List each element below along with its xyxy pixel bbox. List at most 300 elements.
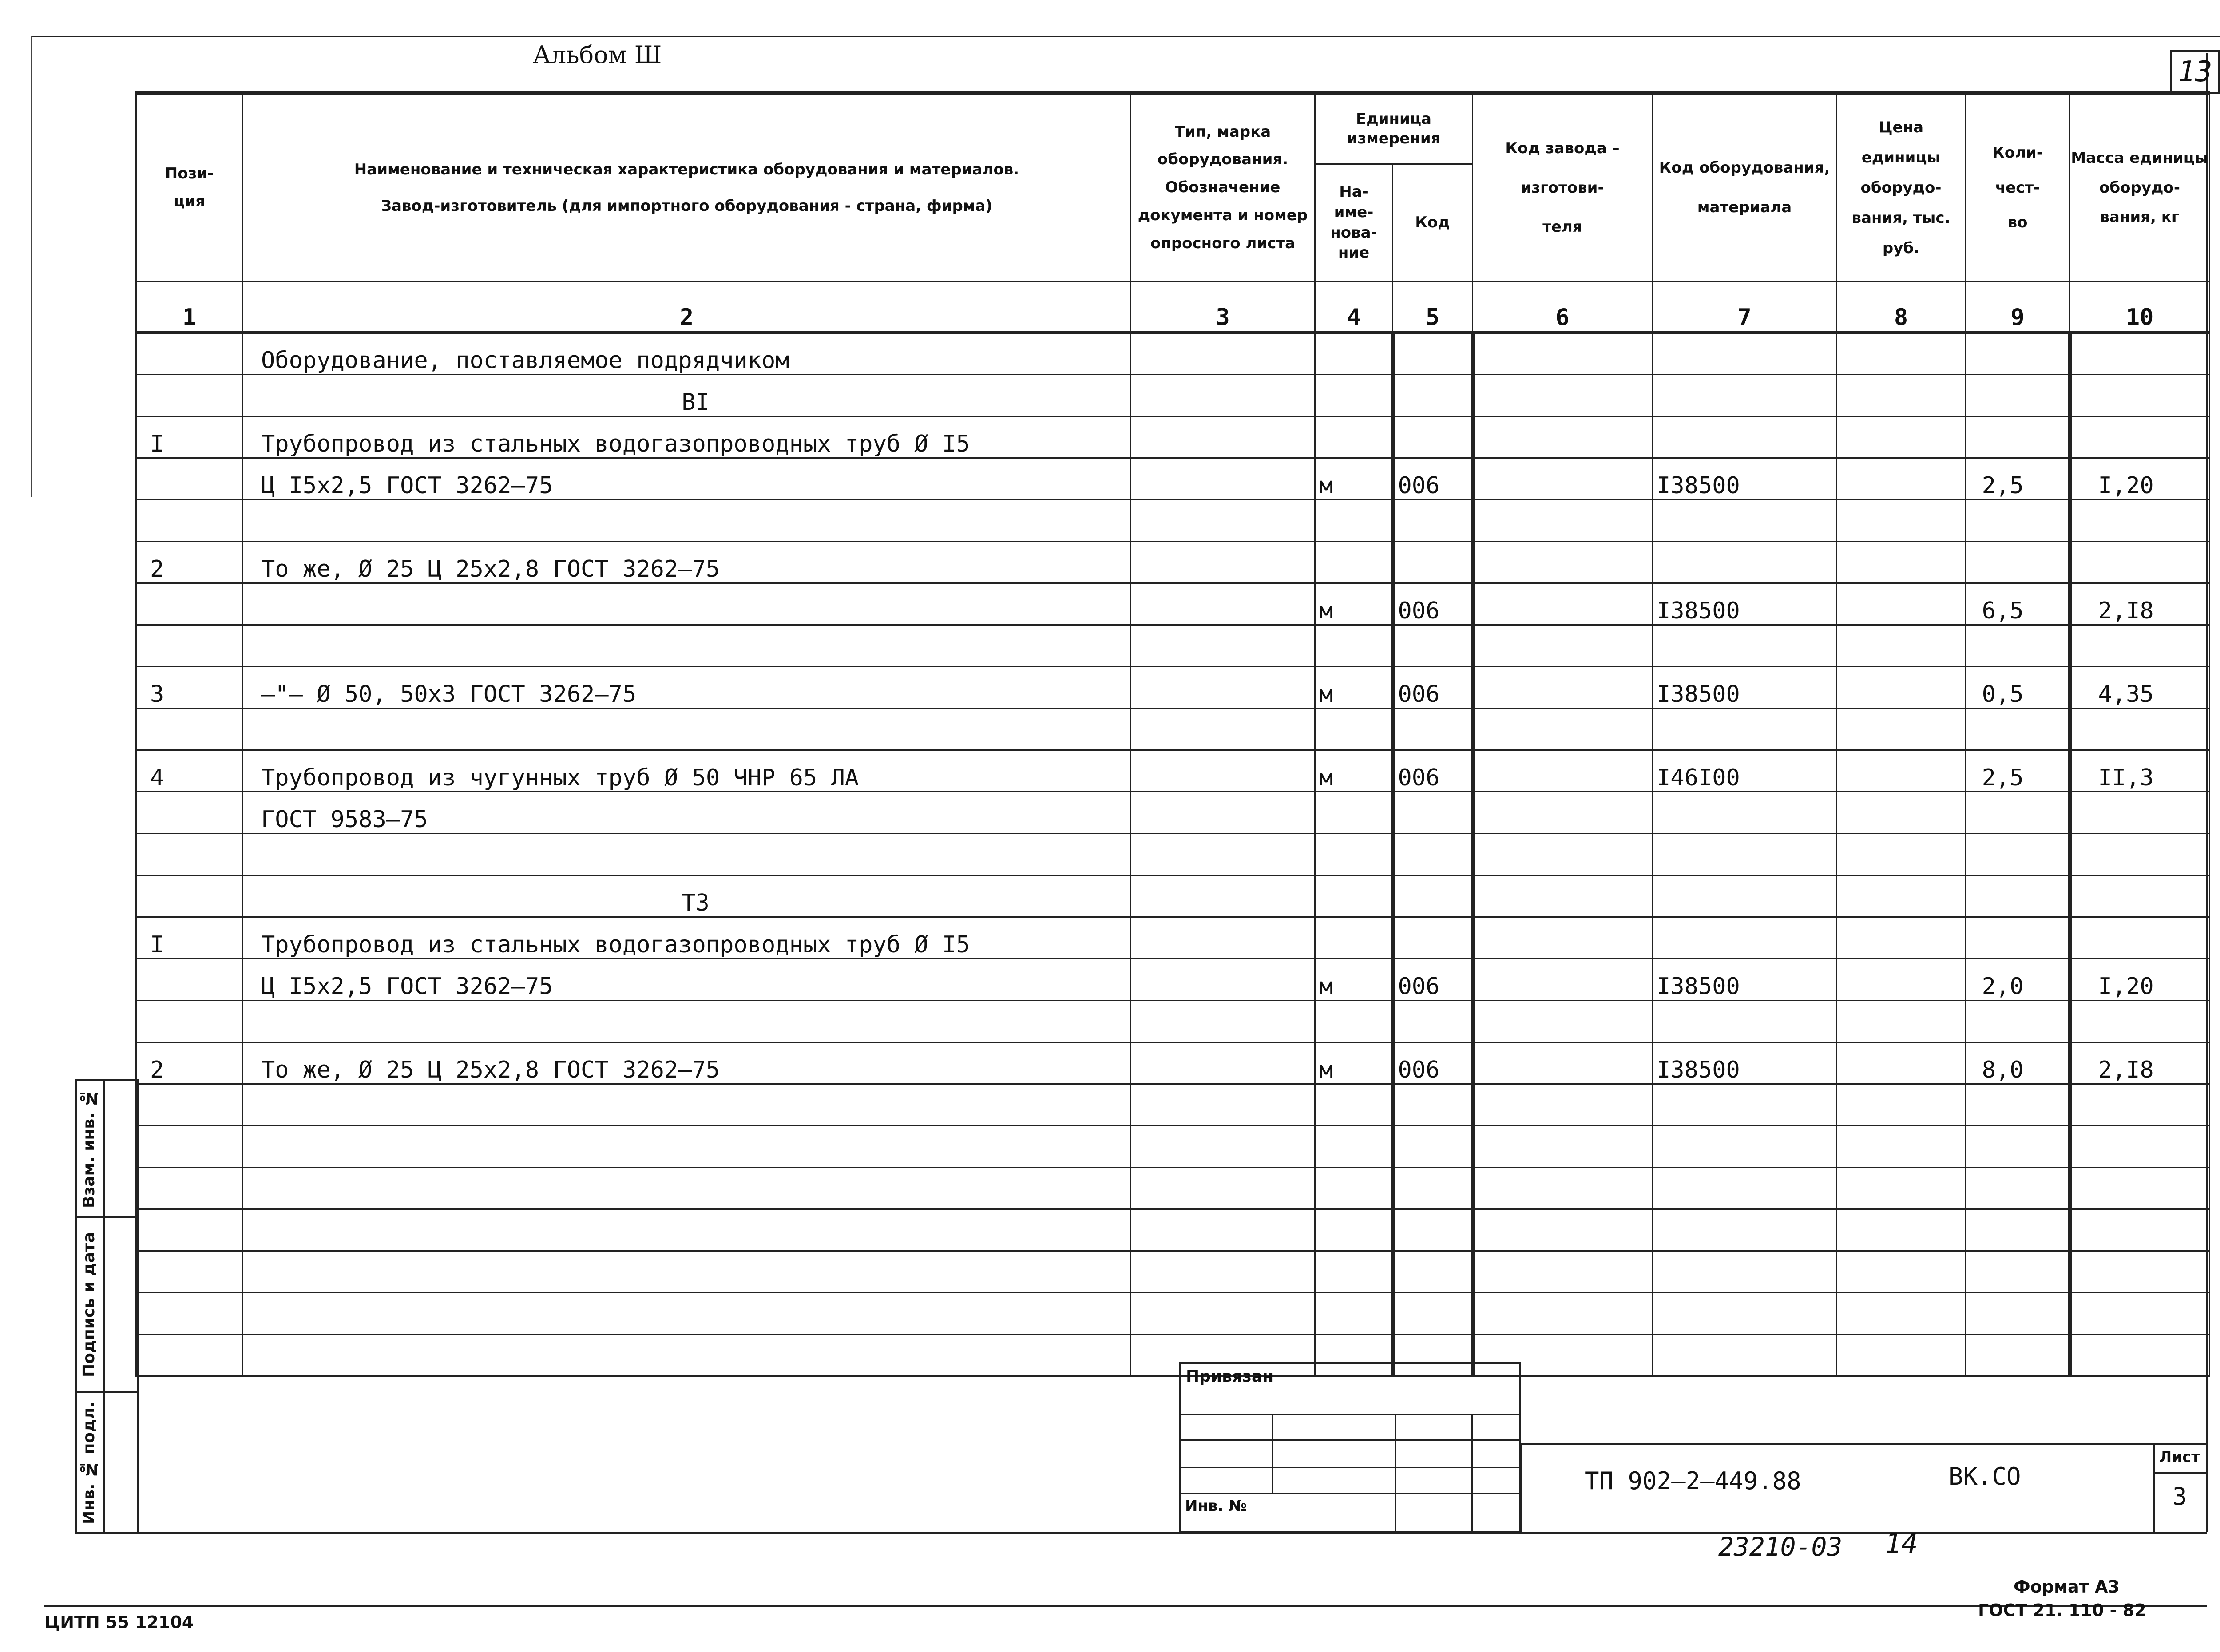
price-cell [1837, 1125, 1966, 1167]
table-row [136, 917, 2210, 959]
mass-cell [2070, 541, 2210, 583]
unit-cell [1315, 875, 1393, 917]
list-box-divider [2155, 1472, 2208, 1474]
frame-top-line [31, 36, 2220, 37]
factory-code-cell [1473, 1167, 1653, 1209]
price-cell [1837, 750, 1966, 792]
material-code-cell: I46I00 [1653, 750, 1837, 792]
unit-cell: м [1315, 959, 1393, 1000]
quantity-cell [1966, 708, 2070, 750]
mass-cell [2070, 1125, 2210, 1167]
quantity-cell [1966, 875, 2070, 917]
type-cell [1131, 1209, 1315, 1251]
position-cell [136, 1334, 243, 1376]
price-cell [1837, 708, 1966, 750]
factory-code-cell [1473, 374, 1653, 416]
unit-cell [1315, 1209, 1393, 1251]
table-row [136, 1000, 2210, 1042]
factory-code-cell [1473, 875, 1653, 917]
header-price: Цена единицы оборудо- вания, тыс. руб. [1837, 93, 1966, 281]
material-code-cell [1653, 1000, 1837, 1042]
material-code-cell [1653, 1334, 1837, 1376]
colnum-10: 10 [2070, 281, 2210, 333]
colnum-5: 5 [1393, 281, 1473, 333]
type-cell [1131, 875, 1315, 917]
colnum-9: 9 [1966, 281, 2070, 333]
header-name: Наименование и техническая характеристика оборудования и материалов. Завод-изготовитель (для импортного оборудования - страна, фирма) [243, 93, 1131, 281]
price-cell [1837, 1251, 1966, 1292]
unit-code-cell [1393, 625, 1473, 666]
colnum-1: 1 [136, 281, 243, 333]
material-code-cell: I38500 [1653, 1042, 1837, 1084]
mass-cell: I,20 [2070, 959, 2210, 1000]
factory-code-cell [1473, 959, 1653, 1000]
factory-code-cell [1473, 792, 1653, 833]
name-cell [243, 1251, 1131, 1292]
factory-code-cell [1473, 666, 1653, 708]
unit-cell [1315, 499, 1393, 541]
quantity-cell [1966, 1292, 2070, 1334]
name-cell: Трубопровод из стальных водогазопроводных труб Ø I5 [243, 917, 1131, 959]
table-row [136, 792, 2210, 833]
unit-code-cell [1393, 1167, 1473, 1209]
price-cell [1837, 833, 1966, 875]
colnum-4: 4 [1315, 281, 1393, 333]
price-cell [1837, 374, 1966, 416]
material-code-cell [1653, 374, 1837, 416]
price-cell [1837, 1042, 1966, 1084]
type-cell [1131, 625, 1315, 666]
type-cell [1131, 416, 1315, 458]
handwritten-page: 14 [1885, 1527, 1918, 1560]
material-code-cell [1653, 541, 1837, 583]
unit-code-cell [1393, 416, 1473, 458]
position-cell [136, 374, 243, 416]
factory-code-cell [1473, 1209, 1653, 1251]
header-position: Пози- ция [136, 93, 243, 281]
table-row [136, 1042, 2210, 1084]
unit-code-cell: 006 [1393, 458, 1473, 499]
mass-cell [2070, 1084, 2210, 1125]
quantity-cell [1966, 1125, 2070, 1167]
mass-cell: I,20 [2070, 458, 2210, 499]
header-quantity: Коли- чест- во [1966, 93, 2070, 281]
mass-cell [2070, 1251, 2210, 1292]
name-cell [243, 1209, 1131, 1251]
inv-no-label: Инв. № [1185, 1497, 1247, 1515]
name-cell [243, 583, 1131, 625]
factory-code-cell [1473, 583, 1653, 625]
factory-code-cell [1473, 1292, 1653, 1334]
material-code-cell [1653, 792, 1837, 833]
colnum-7: 7 [1653, 281, 1837, 333]
material-code-cell [1653, 1209, 1837, 1251]
unit-code-cell: 006 [1393, 1042, 1473, 1084]
type-cell [1131, 333, 1315, 374]
mass-cell [2070, 625, 2210, 666]
unit-cell [1315, 625, 1393, 666]
position-cell [136, 625, 243, 666]
unit-cell [1315, 1084, 1393, 1125]
handwritten-code: 23210-03 [1718, 1532, 1843, 1562]
header-unit-code: Код [1393, 164, 1473, 281]
mass-cell [2070, 708, 2210, 750]
factory-code-cell [1473, 708, 1653, 750]
privyazan-label: Привязан [1186, 1367, 1274, 1386]
unit-cell [1315, 1251, 1393, 1292]
material-code-cell [1653, 1084, 1837, 1125]
list-label: Лист [2159, 1448, 2200, 1466]
price-cell [1837, 792, 1966, 833]
unit-cell: м [1315, 583, 1393, 625]
mass-cell: 2,I8 [2070, 1042, 2210, 1084]
table-row [136, 875, 2210, 917]
unit-code-cell [1393, 833, 1473, 875]
factory-code-cell [1473, 499, 1653, 541]
price-cell [1837, 583, 1966, 625]
privyazan-v3 [1471, 1414, 1473, 1531]
unit-code-cell [1393, 1084, 1473, 1125]
unit-cell [1315, 917, 1393, 959]
price-cell [1837, 541, 1966, 583]
table-row [136, 708, 2210, 750]
factory-code-cell [1473, 1125, 1653, 1167]
material-code-cell [1653, 1125, 1837, 1167]
citp-label: ЦИТП 55 12104 [44, 1612, 194, 1632]
name-cell [243, 1167, 1131, 1209]
side-vzam-label: Взам. инв. № [80, 1089, 98, 1208]
quantity-cell [1966, 833, 2070, 875]
name-cell [243, 708, 1131, 750]
sheet-corner-number-text: 13 [2178, 55, 2212, 88]
type-cell [1131, 959, 1315, 1000]
material-code-cell [1653, 1251, 1837, 1292]
header-unit: Единица измерения [1315, 93, 1473, 164]
table-row [136, 750, 2210, 792]
main-stamp [1521, 1443, 2207, 1533]
quantity-cell: 6,5 [1966, 583, 2070, 625]
mass-cell [2070, 833, 2210, 875]
quantity-cell: 2,0 [1966, 959, 2070, 1000]
frame-bottom-line [44, 1605, 2207, 1607]
position-cell: 2 [136, 1042, 243, 1084]
type-cell [1131, 1000, 1315, 1042]
unit-code-cell [1393, 875, 1473, 917]
position-cell: I [136, 917, 243, 959]
price-cell [1837, 1000, 1966, 1042]
material-code-cell [1653, 625, 1837, 666]
mass-cell [2070, 333, 2210, 374]
type-cell [1131, 750, 1315, 792]
price-cell [1837, 499, 1966, 541]
mass-cell [2070, 1292, 2210, 1334]
name-cell [243, 625, 1131, 666]
table-row [136, 1251, 2210, 1292]
position-cell [136, 833, 243, 875]
table-row [136, 333, 2210, 374]
price-cell [1837, 959, 1966, 1000]
price-cell [1837, 875, 1966, 917]
mass-cell: 4,35 [2070, 666, 2210, 708]
unit-code-cell: 006 [1393, 583, 1473, 625]
position-cell [136, 792, 243, 833]
position-cell: 3 [136, 666, 243, 708]
price-cell [1837, 1209, 1966, 1251]
price-cell [1837, 917, 1966, 959]
position-cell [136, 875, 243, 917]
mass-cell [2070, 416, 2210, 458]
privyazan-h4 [1181, 1493, 1519, 1494]
type-cell [1131, 1292, 1315, 1334]
price-cell [1837, 625, 1966, 666]
name-cell [243, 1000, 1131, 1042]
price-cell [1837, 1167, 1966, 1209]
name-cell: –"– Ø 50, 50x3 ГОСТ 3262–75 [243, 666, 1131, 708]
quantity-cell [1966, 1334, 2070, 1376]
format-label: Формат А3 [2014, 1577, 2120, 1597]
table-row [136, 833, 2210, 875]
position-cell [136, 1209, 243, 1251]
mass-cell [2070, 875, 2210, 917]
quantity-cell [1966, 625, 2070, 666]
sheet-corner-number [2170, 50, 2220, 94]
unit-cell [1315, 333, 1393, 374]
material-code-cell: I38500 [1653, 458, 1837, 499]
type-cell [1131, 1125, 1315, 1167]
name-cell: BI [243, 374, 1131, 416]
mass-cell [2070, 1000, 2210, 1042]
material-code-cell [1653, 708, 1837, 750]
side-strip [75, 1079, 139, 1534]
position-cell [136, 333, 243, 374]
quantity-cell [1966, 917, 2070, 959]
unit-code-cell [1393, 1251, 1473, 1292]
type-cell [1131, 1042, 1315, 1084]
price-cell [1837, 416, 1966, 458]
factory-code-cell [1473, 416, 1653, 458]
unit-code-cell [1393, 1292, 1473, 1334]
unit-code-cell [1393, 792, 1473, 833]
unit-cell: м [1315, 666, 1393, 708]
factory-code-cell [1473, 625, 1653, 666]
price-cell [1837, 1292, 1966, 1334]
quantity-cell [1966, 499, 2070, 541]
material-code-cell [1653, 416, 1837, 458]
mass-cell [2070, 499, 2210, 541]
header-material-code: Код оборудования, материала [1653, 93, 1837, 281]
unit-cell [1315, 1292, 1393, 1334]
mass-cell [2070, 1334, 2210, 1376]
type-cell [1131, 1167, 1315, 1209]
name-cell [243, 1292, 1131, 1334]
name-cell [243, 1084, 1131, 1125]
position-cell [136, 1167, 243, 1209]
table-row [136, 1334, 2210, 1376]
quantity-cell [1966, 374, 2070, 416]
privyazan-v2 [1395, 1414, 1396, 1531]
type-cell [1131, 792, 1315, 833]
type-cell [1131, 583, 1315, 625]
unit-cell: м [1315, 1042, 1393, 1084]
privyazan-h3 [1181, 1467, 1519, 1468]
quantity-cell: 0,5 [1966, 666, 2070, 708]
name-cell: Трубопровод из чугунных труб Ø 50 ЧНР 65 ЛА [243, 750, 1131, 792]
quantity-cell: 2,5 [1966, 750, 2070, 792]
name-cell: Трубопровод из стальных водогазопроводных труб Ø I5 [243, 416, 1131, 458]
unit-code-cell [1393, 541, 1473, 583]
type-cell [1131, 708, 1315, 750]
name-cell: Оборудование, поставляемое подрядчиком [243, 333, 1131, 374]
name-cell: Ц I5x2,5 ГОСТ 3262–75 [243, 458, 1131, 499]
table-row [136, 499, 2210, 541]
table-row [136, 625, 2210, 666]
side-strip-h2 [77, 1391, 137, 1393]
quantity-cell [1966, 333, 2070, 374]
side-strip-divider [103, 1081, 105, 1532]
position-cell [136, 1000, 243, 1042]
table-row [136, 1209, 2210, 1251]
material-code-cell [1653, 917, 1837, 959]
table-row [136, 666, 2210, 708]
specification-table [135, 91, 2210, 1377]
mass-cell [2070, 792, 2210, 833]
factory-code-cell [1473, 917, 1653, 959]
frame-left-line [31, 36, 32, 497]
quantity-cell [1966, 792, 2070, 833]
colnum-8: 8 [1837, 281, 1966, 333]
name-cell: ГОСТ 9583–75 [243, 792, 1131, 833]
factory-code-cell [1473, 1042, 1653, 1084]
material-code-cell [1653, 1167, 1837, 1209]
price-cell [1837, 333, 1966, 374]
unit-cell: м [1315, 458, 1393, 499]
gost-label: ГОСТ 21. 110 - 82 [1978, 1600, 2146, 1620]
table-row [136, 1125, 2210, 1167]
unit-code-cell: 006 [1393, 666, 1473, 708]
name-cell: Ц I5x2,5 ГОСТ 3262–75 [243, 959, 1131, 1000]
colnum-3: 3 [1131, 281, 1315, 333]
unit-cell [1315, 833, 1393, 875]
type-cell [1131, 1084, 1315, 1125]
material-code-cell [1653, 1292, 1837, 1334]
unit-code-cell [1393, 499, 1473, 541]
unit-code-cell: 006 [1393, 959, 1473, 1000]
colnum-6: 6 [1473, 281, 1653, 333]
material-code-cell: I38500 [1653, 666, 1837, 708]
side-strip-h1 [77, 1216, 137, 1218]
unit-cell [1315, 1000, 1393, 1042]
table-row [136, 458, 2210, 499]
quantity-cell [1966, 1000, 2070, 1042]
privyazan-h1 [1181, 1414, 1519, 1415]
type-cell [1131, 374, 1315, 416]
position-cell [136, 499, 243, 541]
table-row [136, 416, 2210, 458]
mass-cell [2070, 1209, 2210, 1251]
list-box [2153, 1445, 2208, 1533]
album-label: Альбом Ш [533, 41, 662, 69]
table-row [136, 583, 2210, 625]
list-number: 3 [2172, 1482, 2187, 1510]
price-cell [1837, 458, 1966, 499]
position-cell [136, 959, 243, 1000]
material-code-cell: I38500 [1653, 959, 1837, 1000]
table-row [136, 1292, 2210, 1334]
unit-code-cell [1393, 1000, 1473, 1042]
material-code-cell [1653, 333, 1837, 374]
mass-cell: II,3 [2070, 750, 2210, 792]
unit-code-cell [1393, 1125, 1473, 1167]
privyazan-block [1179, 1362, 1521, 1533]
quantity-cell [1966, 1251, 2070, 1292]
type-cell [1131, 458, 1315, 499]
position-cell: I [136, 416, 243, 458]
factory-code-cell [1473, 458, 1653, 499]
name-cell: То же, Ø 25 Ц 25x2,8 ГОСТ 3262–75 [243, 541, 1131, 583]
factory-code-cell [1473, 750, 1653, 792]
unit-cell [1315, 1167, 1393, 1209]
factory-code-cell [1473, 1000, 1653, 1042]
unit-cell [1315, 416, 1393, 458]
price-cell [1837, 666, 1966, 708]
quantity-cell [1966, 541, 2070, 583]
material-code-cell [1653, 499, 1837, 541]
name-cell: То же, Ø 25 Ц 25x2,8 ГОСТ 3262–75 [243, 1042, 1131, 1084]
name-cell [243, 833, 1131, 875]
unit-code-cell [1393, 333, 1473, 374]
material-code-cell: I38500 [1653, 583, 1837, 625]
mass-cell [2070, 374, 2210, 416]
table-row [136, 1084, 2210, 1125]
mass-cell [2070, 917, 2210, 959]
position-cell [136, 583, 243, 625]
quantity-cell: 8,0 [1966, 1042, 2070, 1084]
position-cell [136, 1251, 243, 1292]
type-cell [1131, 499, 1315, 541]
unit-cell [1315, 541, 1393, 583]
table-row [136, 374, 2210, 416]
table-row [136, 541, 2210, 583]
factory-code-cell [1473, 1251, 1653, 1292]
type-cell [1131, 917, 1315, 959]
side-podpis-label: Подпись и дата [80, 1232, 98, 1378]
position-cell [136, 1125, 243, 1167]
unit-code-cell [1393, 1209, 1473, 1251]
factory-code-cell [1473, 1084, 1653, 1125]
doc-code: ТП 902–2–449.88 [1585, 1467, 1801, 1495]
unit-code-cell [1393, 374, 1473, 416]
position-cell [136, 708, 243, 750]
material-code-cell [1653, 875, 1837, 917]
quantity-cell: 2,5 [1966, 458, 2070, 499]
factory-code-cell [1473, 333, 1653, 374]
name-cell [243, 1334, 1131, 1376]
doc-mark: ВК.СО [1949, 1462, 2021, 1490]
privyazan-v1 [1272, 1414, 1273, 1493]
unit-cell [1315, 792, 1393, 833]
unit-code-cell [1393, 708, 1473, 750]
quantity-cell [1966, 416, 2070, 458]
side-inv-podl-label: Инв. № подл. [80, 1401, 98, 1525]
name-cell: Т3 [243, 875, 1131, 917]
unit-code-cell: 006 [1393, 750, 1473, 792]
quantity-cell [1966, 1209, 2070, 1251]
price-cell [1837, 1334, 1966, 1376]
type-cell [1131, 541, 1315, 583]
unit-cell: м [1315, 750, 1393, 792]
name-cell [243, 499, 1131, 541]
mass-cell: 2,I8 [2070, 583, 2210, 625]
